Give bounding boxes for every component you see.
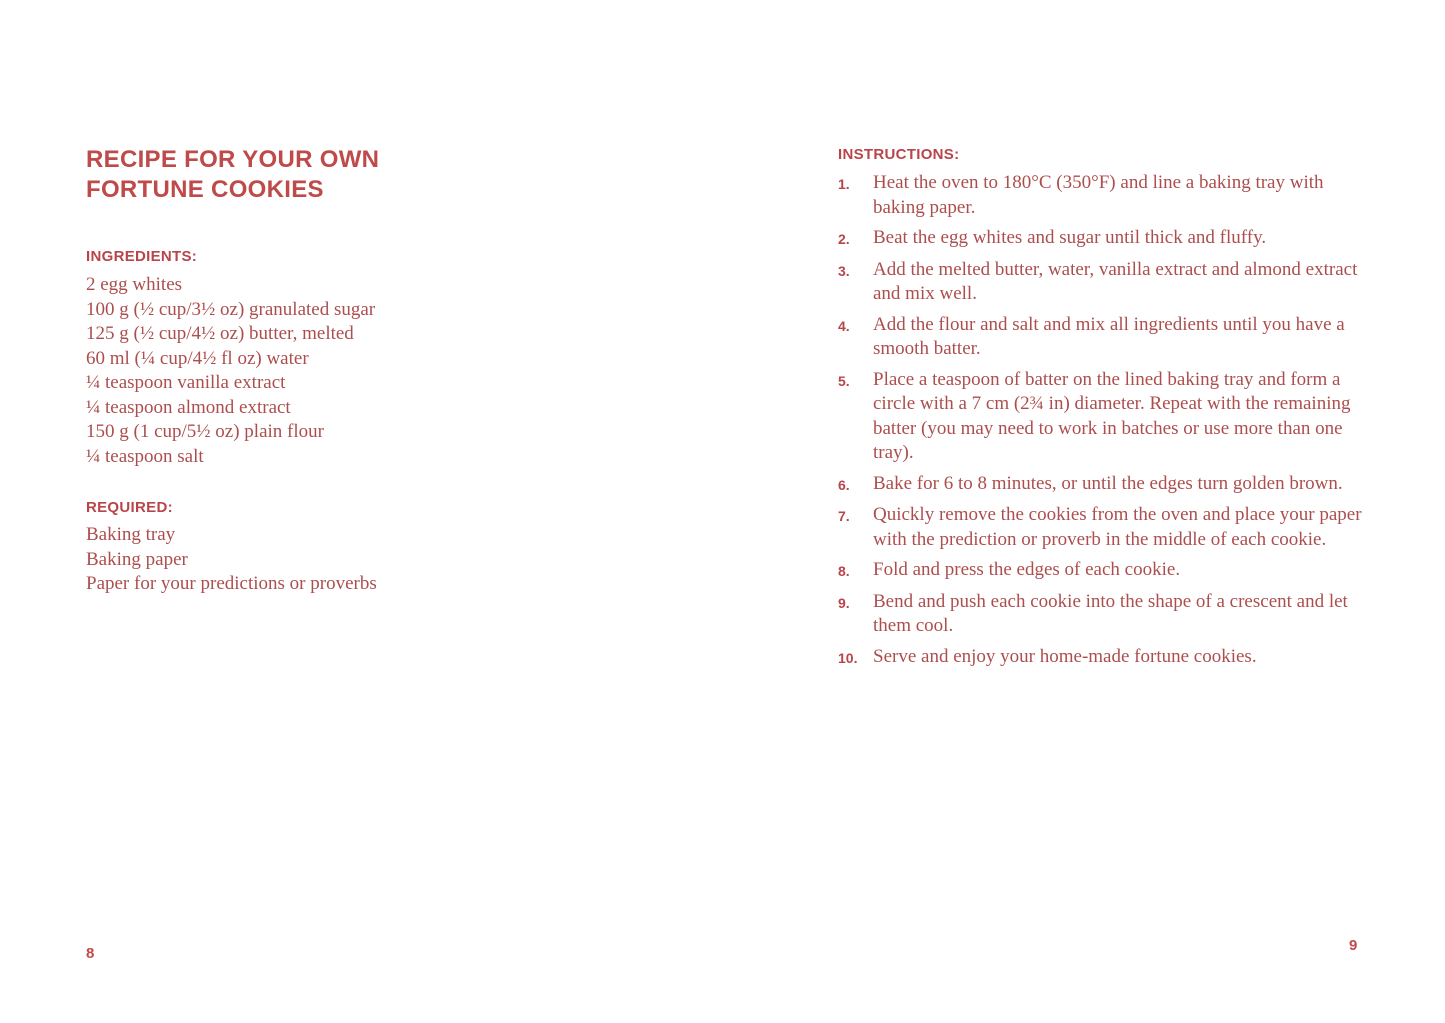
instructions-heading: INSTRUCTIONS:	[838, 146, 960, 163]
ingredient-item: 100 g (½ cup/3½ oz) granulated sugar	[86, 298, 376, 320]
instructions-list	[838, 171, 1368, 676]
ingredient-item: ¼ teaspoon vanilla extract	[86, 372, 286, 393]
step-text: Beat the egg whites and sugar until thick and fluffy.	[873, 227, 1267, 248]
ingredient-item: 2 egg whites	[86, 274, 183, 295]
ingredient-item: ¼ teaspoon almond extract	[86, 396, 291, 418]
page-number-right: 9	[1349, 937, 1358, 954]
step-text: Bend and push each cookie into the shape of a crescent and let them cool.	[873, 590, 1348, 636]
instruction-step	[838, 558, 1368, 584]
instruction-step	[838, 226, 1368, 252]
required-list	[86, 523, 377, 597]
step-number: 2.	[838, 231, 850, 247]
step-number: 6.	[838, 476, 850, 493]
ingredient-item: 60 ml (¼ cup/4½ fl oz) water	[86, 347, 309, 369]
ingredients-list	[86, 273, 375, 469]
step-text: Add the melted butter, water, vanilla extract and almond extract and mix well.	[873, 258, 1358, 304]
instruction-step	[838, 171, 1368, 220]
step-number: 3.	[838, 262, 850, 279]
instruction-step	[838, 503, 1368, 552]
page-number-left: 8	[86, 945, 95, 962]
instruction-step	[838, 313, 1368, 362]
required-item: Baking paper	[86, 548, 188, 570]
instruction-step	[838, 590, 1368, 639]
recipe-title	[86, 145, 466, 205]
ingredient-item: ¼ teaspoon salt	[86, 445, 204, 467]
instruction-step	[838, 645, 1368, 671]
step-number: 9.	[838, 594, 850, 611]
ingredient-item: 150 g (1 cup/5½ oz) plain flour	[86, 421, 324, 442]
required-heading: REQUIRED:	[86, 499, 173, 516]
recipe-title-line-2: FORTUNE COOKIES	[86, 176, 324, 203]
step-text: Fold and press the edges of each cookie.	[873, 559, 1181, 580]
ingredient-item: 125 g (½ cup/4½ oz) butter, melted	[86, 323, 354, 344]
step-text: Add the flour and salt and mix all ingredients until you have a smooth batter.	[873, 313, 1345, 359]
step-number: 8.	[838, 563, 850, 579]
required-item: Paper for your predictions or proverbs	[86, 573, 377, 594]
instruction-step	[838, 368, 1368, 466]
ingredients-heading: INGREDIENTS:	[86, 248, 198, 265]
step-number: 7.	[838, 508, 850, 524]
step-text: Heat the oven to 180°C (350°F) and line a baking tray with baking paper.	[873, 172, 1324, 218]
step-number: 10.	[838, 649, 858, 666]
step-text: Serve and enjoy your home-made fortune cookies.	[873, 645, 1257, 667]
instruction-step	[838, 258, 1368, 307]
step-text: Quickly remove the cookies from the oven and place your paper with the prediction or proverb in the middle of each cookie.	[873, 504, 1362, 550]
step-number: 1.	[838, 176, 850, 192]
step-number: 4.	[838, 317, 850, 334]
required-item: Baking tray	[86, 524, 176, 545]
recipe-title-line-1: RECIPE FOR YOUR OWN	[86, 146, 380, 173]
step-text: Place a teaspoon of batter on the lined baking tray and form a circle with a 7 cm (2¾ in) diameter. Repeat with the remaining batter (you may need to work in batches or use more than one tray).	[873, 368, 1351, 463]
step-number: 5.	[838, 372, 850, 389]
step-text: Bake for 6 to 8 minutes, or until the edges turn golden brown.	[873, 472, 1343, 494]
instruction-step	[838, 472, 1368, 498]
